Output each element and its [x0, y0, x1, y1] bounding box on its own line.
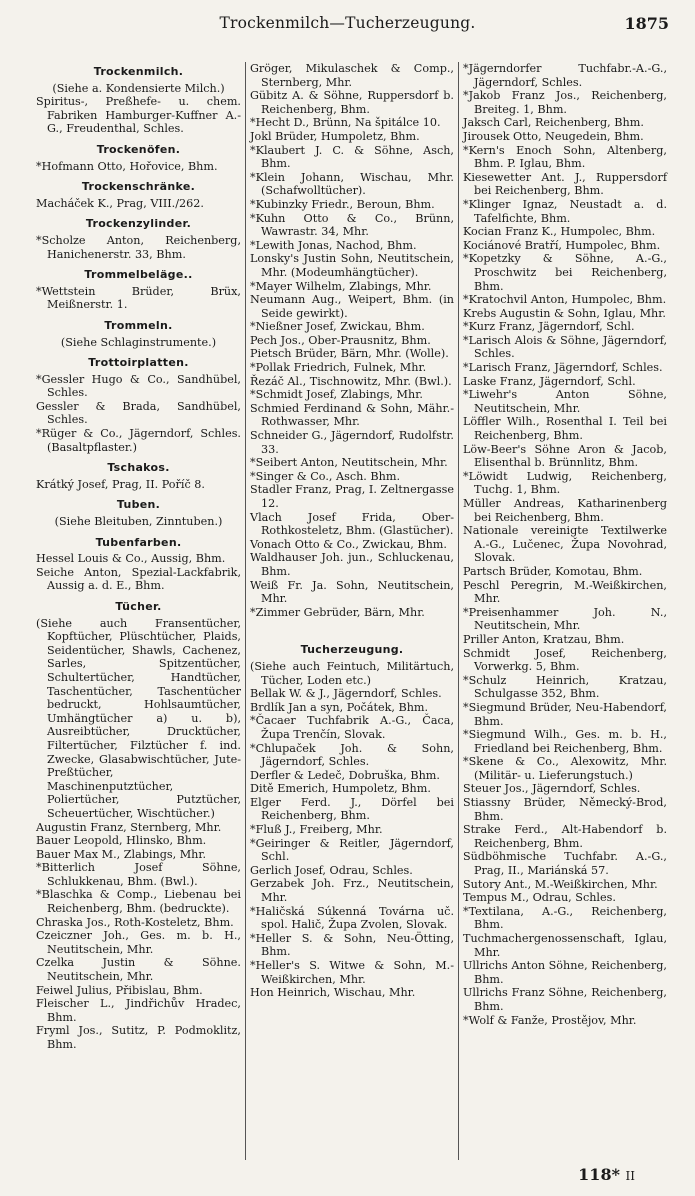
directory-entry: Laske Franz, Jägerndorf, Schl. [463, 374, 636, 388]
directory-entry: Strake Ferd., Alt-Habendorf b. Reichenberg, Bhm. [463, 823, 667, 850]
directory-entry: Stadler Franz, Prag, I. Zeltnergasse 12. [250, 483, 455, 510]
section-heading: Trommelbeläge.. [84, 268, 193, 282]
directory-entry: Řezáč Al., Tischnowitz, Mhr. (Bwl.). [250, 374, 452, 388]
directory-entry: *Larisch Franz, Jägerndorf, Schles. [463, 361, 663, 375]
directory-entry: Ditě Emerich, Humpoletz, Bhm. [250, 782, 431, 796]
directory-entry: *Schulz Heinrich, Kratzau, Schulgasse 352, Bhm. [463, 673, 667, 701]
directory-entry: Schmidt Josef, Reichenberg, Vorwerkg. 5, Bhm. [463, 646, 667, 674]
directory-entry: Chraska Jos., Roth-Kosteletz, Bhm. [36, 915, 234, 929]
directory-entry: *Čacaer Tuchfabrik A.-G., Čaca, Župa Trenčín, Slovak. [250, 714, 454, 741]
directory-entry: *Scholze Anton, Reichenberg, Hanichenerstr. 33, Bhm. [36, 233, 241, 261]
directory-entry: *Singer & Co., Asch. Bhm. [250, 469, 401, 483]
directory-entry: Macháček K., Prag, VIII./262. [36, 196, 204, 210]
directory-entry: Krebs Augustin & Sohn, Iglau, Mhr. [463, 306, 666, 320]
section-heading: Trockenmilch. [93, 65, 184, 78]
directory-entry: Fryml Jos., Sutitz, P. Podmoklitz, Bhm. [36, 1024, 241, 1051]
directory-entry: Tempus M., Odrau, Schles. [463, 891, 616, 905]
directory-entry: Seiche Anton, Spezial-Lackfabrik, Aussig a. d. E., Bhm. [36, 565, 241, 593]
directory-entry: *Geiringer & Reitler, Jägerndorf, Schl. [250, 836, 454, 864]
directory-entry: Feiwel Julius, Přibislau, Bhm. [36, 983, 203, 997]
section-heading: Tuben. [116, 498, 161, 512]
directory-entry: Gessler & Brada, Sandhübel, Schles. [36, 399, 241, 427]
directory-entry: Löffler Wilh., Rosenthal I. Teil bei Reichenberg, Bhm. [463, 415, 667, 443]
directory-entry: Neumann Aug., Weipert, Bhm. (in Seide gewirkt). [250, 293, 454, 320]
directory-entry: Czelka Justin & Söhne. Neutitschein, Mhr. [36, 956, 241, 984]
directory-entry: Bellak W. & J., Jägerndorf, Schles. [250, 687, 442, 701]
directory-entry: *Haličská Súkenná Továrna uč. spol. Halič, Župa Zvolen, Slovak. [250, 904, 454, 932]
page-signature [578, 1165, 635, 1184]
directory-entry: *Bitterlich Josef Söhne, Schlukkenau, Bhm. (Bwl.). [36, 861, 241, 888]
directory-entry: Bauer Leopold, Hlinsko, Bhm. [36, 834, 207, 848]
directory-entry: *Kratochvil Anton, Humpolec, Bhm. [463, 293, 667, 307]
directory-entry: *Hecht D., Brünn, Na špitálce 10. [250, 116, 441, 130]
directory-entry: Waldhauser Joh. jun., Schluckenau, Bhm. [250, 551, 454, 578]
directory-entry: Müller Andreas, Katharinenberg bei Reichenberg, Bhm. [463, 497, 667, 524]
directory-entry: *Klinger Ignaz, Neustadt a. d. Tafelfichte, Bhm. [463, 197, 667, 225]
signature-mark: 118* [578, 1165, 620, 1184]
directory-entry: *Preisenhammer Joh. N., Neutitschein, Mhr. [463, 605, 667, 633]
directory-entry: *Siegmund Wilh., Ges. m. b. H., Friedland bei Reichenberg, Bhm. [463, 728, 667, 755]
column-left [32, 62, 245, 1160]
section-heading: Trottoirplatten. [88, 356, 189, 370]
section-heading: Trockenzylinder. [85, 217, 192, 231]
section-heading: Trockenschränke. [81, 180, 196, 194]
directory-entry: Jirousek Otto, Neugedein, Bhm. [463, 129, 644, 143]
section-heading: Tschakos. [107, 461, 170, 475]
directory-entry: *Jakob Franz Jos., Reichenberg, Breiteg. 1, Bhm. [463, 89, 667, 116]
directory-entry: (Siehe auch Feintuch, Militärtuch, Tücher, Loden etc.) [250, 659, 454, 687]
directory-entry: *Pollak Friedrich, Fulnek, Mhr. [250, 361, 427, 375]
directory-entry: *Kern's Enoch Sohn, Altenberg, Bhm. P. Iglau, Bhm. [463, 143, 667, 171]
page-number: 1875 [624, 14, 669, 33]
signature-suffix: II [625, 1169, 635, 1183]
directory-entry: *Klein Johann, Wischau, Mhr. (Schafwolltücher). [250, 170, 454, 198]
columns [32, 62, 672, 1160]
directory-entry: Lonsky's Justin Sohn, Neutitschein, Mhr. (Modeumhängtücher). [250, 252, 454, 279]
cross-reference: (Siehe Schlaginstrumente.) [60, 335, 217, 349]
directory-entry: Kiesewetter Ant. J., Ruppersdorf bei Reichenberg, Bhm. [463, 170, 667, 198]
directory-entry: *Heller's S. Witwe & Sohn, M.-Weißkirchen, Mhr. [250, 959, 454, 986]
directory-entry: *Skene & Co., Alexowitz, Mhr. (Militär- u. Lieferungstuch.) [463, 755, 667, 782]
directory-entry: *Klaubert J. C. & Söhne, Asch, Bhm. [250, 143, 454, 171]
directory-entry: Löw-Beer's Söhne Aron & Jacob, Elisenthal b. Brünnlitz, Bhm. [463, 442, 667, 470]
directory-entry: (Siehe auch Fransentücher, Kopftücher, Plüschtücher, Plaids, Seidentücher, Shawls, Cachenez, Sarles, Spitzentücher, Schultertücher, Handtücher, Taschentücher, Taschentücher bedruckt, Hohlsaumtücher, Umhängtücher a) u. b), Ausreibtücher, Drucktücher, Filtertücher, Filztücher f. ind. Zwecke, Glasabwischtücher, Jute-Preßtücher, Maschinenputztücher, Poliertücher, Putztücher, Scheuertücher, Wischtücher.) [36, 616, 241, 820]
directory-entry: Vlach Josef Frida, Ober-Rothkosteletz, Bhm. (Glastücher). [250, 510, 454, 538]
directory-entry: Ullrichs Franz Söhne, Reichenberg, Bhm. [463, 986, 667, 1013]
directory-entry: Kocian Franz K., Humpolec, Bhm. [463, 225, 656, 239]
directory-entry: *Jägerndorfer Tuchfabr.-A.-G., Jägerndorf, Schles. [463, 62, 667, 89]
directory-entry: Brdlík Jan a syn, Počátek, Bhm. [250, 700, 429, 714]
page-header [0, 14, 695, 38]
directory-entry: *Gessler Hugo & Co., Sandhübel, Schles. [36, 372, 241, 400]
directory-entry: *Mayer Wilhelm, Zlabings, Mhr. [250, 279, 432, 293]
directory-entry: *Siegmund Brüder, Neu-Habendorf, Bhm. [463, 700, 667, 728]
directory-entry: Jokl Brüder, Humpoletz, Bhm. [250, 129, 420, 143]
cross-reference: (Siehe Bleituben, Zinntuben.) [54, 515, 223, 529]
directory-entry: Schmied Ferdinand & Sohn, Mähr.-Rothwasser, Mhr. [250, 401, 454, 429]
directory-entry: Vonach Otto & Co., Zwickau, Bhm. [250, 537, 447, 551]
section-heading: Trommeln. [104, 318, 173, 332]
section-heading: Tubenfarben. [95, 535, 182, 549]
directory-entry: *Kurz Franz, Jägerndorf, Schl. [463, 320, 635, 334]
directory-entry: *Wolf & Fanže, Prostějov, Mhr. [463, 1013, 637, 1027]
directory-entry: *Kubinzky Friedr., Beroun, Bhm. [250, 197, 435, 211]
directory-entry: Augustin Franz, Sternberg, Mhr. [36, 820, 222, 834]
directory-entry: Pietsch Brüder, Bärn, Mhr. (Wolle). [250, 347, 449, 361]
directory-entry: Elger Ferd. J., Dörfel bei Reichenberg, Bhm. [250, 795, 454, 823]
section-heading: Trockenöfen. [96, 142, 181, 156]
directory-entry: Gübitz A. & Söhne, Ruppersdorf b. Reichenberg, Bhm. [250, 89, 454, 116]
directory-entry: Czeiczner Joh., Ges. m. b. H., Neutitschein, Mhr. [36, 929, 241, 956]
section-heading: Tucherzeugung. [300, 643, 404, 657]
column-middle [245, 62, 458, 1160]
column-right [458, 62, 671, 1160]
directory-entry: *Kuhn Otto & Co., Brünn, Wawrastr. 34, Mhr. [250, 211, 454, 239]
section-heading: Tücher. [115, 600, 162, 613]
directory-entry: Jaksch Carl, Reichenberg, Bhm. [463, 116, 644, 130]
page-title: Trockenmilch—Tucherzeugung. [219, 14, 476, 32]
directory-entry: Krátký Josef, Prag, II. Poříč 8. [36, 477, 205, 491]
directory-entry: Gerlich Josef, Odrau, Schles. [250, 863, 413, 877]
directory-entry: Fleischer L., Jindřichův Hradec, Bhm. [36, 997, 241, 1024]
directory-entry: *Nießner Josef, Zwickau, Bhm. [250, 320, 425, 334]
directory-entry: Schneider G., Jägerndorf, Rudolfstr. 33. [250, 429, 454, 456]
directory-entry: Kociánové Bratří, Humpolec, Bhm. [463, 238, 661, 252]
directory-entry: *Schmidt Josef, Zlabings, Mhr. [250, 388, 423, 402]
directory-entry: *Rüger & Co., Jägerndorf, Schles. (Basaltpflaster.) [36, 427, 241, 454]
directory-entry: Ullrichs Anton Söhne, Reichenberg, Bhm. [463, 959, 667, 986]
directory-entry: Hessel Louis & Co., Aussig, Bhm. [36, 552, 226, 566]
directory-entry: *Textilana, A.-G., Reichenberg, Bhm. [463, 904, 667, 932]
directory-entry: Tuchmachergenossenschaft, Iglau, Mhr. [463, 932, 667, 959]
directory-entry: *Wettstein Brüder, Brüx, Meißnerstr. 1. [36, 284, 241, 312]
directory-entry: Südböhmische Tuchfabr. A.-G., Prag, II., Mariánská 57. [463, 850, 667, 878]
directory-entry: *Löwidt Ludwig, Reichenberg, Tuchg. 1, Bhm. [463, 469, 667, 497]
directory-entry: Hon Heinrich, Wischau, Mhr. [250, 986, 416, 1000]
directory-entry: *Liwehr's Anton Söhne, Neutitschein, Mhr. [463, 388, 667, 415]
directory-entry: *Blaschka & Comp., Liebenau bei Reichenberg, Bhm. (bedruckte). [36, 888, 241, 916]
directory-entry: *Fluß J., Freiberg, Mhr. [250, 823, 383, 837]
directory-entry: Partsch Brüder, Komotau, Bhm. [463, 564, 643, 578]
cross-reference: (Siehe a. Kondensierte Milch.) [52, 81, 225, 95]
directory-entry: *Larisch Alois & Söhne, Jägerndorf, Schles. [463, 333, 667, 361]
directory-entry: Sutory Ant., M.-Weißkirchen, Mhr. [463, 877, 658, 891]
directory-entry: Steuer Jos., Jägerndorf, Schles. [463, 782, 641, 796]
directory-entry: *Hofmann Otto, Hořovice, Bhm. [36, 159, 218, 173]
directory-entry: Spiritus-, Preßhefe- u. chem. Fabriken Hamburger-Kuffner A.-G., Freudenthal, Schles. [36, 95, 241, 136]
directory-entry: Weiß Fr. Ja. Sohn, Neutitschein, Mhr. [250, 578, 454, 606]
directory-entry: *Lewith Jonas, Nachod, Bhm. [250, 238, 417, 252]
directory-entry: *Chlupaček Joh. & Sohn, Jägerndorf, Schles. [250, 741, 454, 769]
directory-entry: Derfler & Ledeč, Dobruška, Bhm. [250, 768, 440, 782]
directory-entry: *Kopetzky & Söhne, A.-G., Proschwitz bei Reichenberg, Bhm. [463, 252, 667, 293]
directory-entry: Priller Anton, Kratzau, Bhm. [463, 632, 625, 646]
directory-entry: Bauer Max M., Zlabings, Mhr. [36, 847, 207, 861]
directory-entry: Gröger, Mikulaschek & Comp., Sternberg, Mhr. [250, 62, 454, 89]
directory-entry: Pech Jos., Ober-Prausnitz, Bhm. [250, 333, 431, 347]
directory-entry: *Heller S. & Sohn, Neu-Ötting, Bhm. [250, 931, 454, 959]
directory-entry: *Zimmer Gebrüder, Bärn, Mhr. [250, 605, 425, 619]
directory-entry: *Seibert Anton, Neutitschein, Mhr. [250, 456, 448, 470]
directory-entry: Gerzabek Joh. Frz., Neutitschein, Mhr. [250, 877, 454, 905]
directory-entry: Nationale vereinigte Textilwerke A.-G., Lučenec, Župa Novohrad, Slovak. [463, 524, 667, 565]
directory-entry: Peschl Peregrin, M.-Weißkirchen, Mhr. [463, 578, 667, 606]
directory-entry: Stiassny Brüder, Německý-Brod, Bhm. [463, 796, 667, 823]
